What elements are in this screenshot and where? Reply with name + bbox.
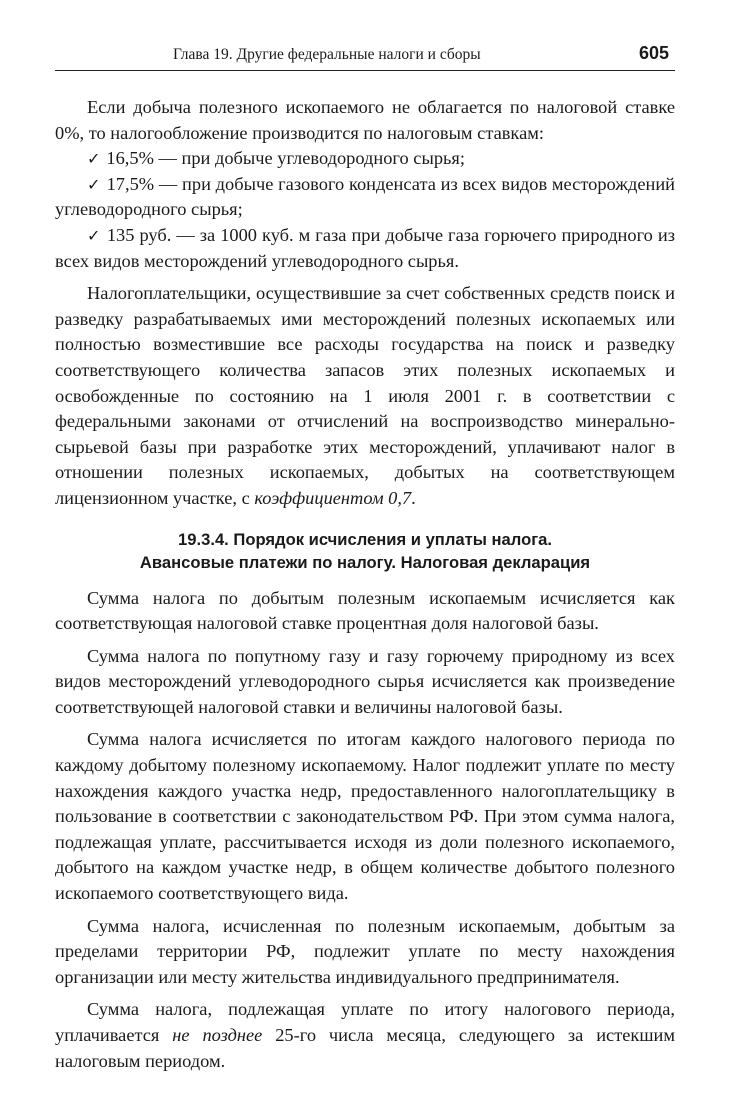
- running-header: [55, 40, 675, 71]
- emphasis-coefficient: коэффициентом 0,7: [254, 487, 412, 508]
- paragraph-tax-period: Сумма налога исчисляется по итогам каждого налогового периода по каждому добытому полезному ископаемому. Налог подлежит уплате по месту нахождения каждого участка недр, предоставленного налогоплательщику в пользование в соответствии с законодательством РФ. При этом сумма налога, подлежащая уплате, рассчитывается исходя из доли полезного ископаемого, добытого на каждом участке недр, в общем количестве добытого полезного ископаемого соответствующего вида.: [55, 729, 675, 904]
- paragraph-coefficient: Налогоплательщики, осуществившие за счет собственных средств поиск и разведку разрабатываемых ими месторождений полезных ископаемых или полностью возместившие все расходы государства на поиск и разведку соответствующего количества запасов этих полезных ископаемых и освобожденные по состоянию на 1 июля 2001 г. в соответствии с федеральными законами от отчислений на воспроизводство минерально-сырьевой базы при разработке этих месторождений, уплачивают налог в отношении полезных ископаемых, добытых на соответствующем лицензионном участке, с коэффициентом 0,7.: [55, 283, 675, 508]
- paragraph-foreign-territory: Сумма налога, исчисленная по полезным ископаемым, добытым за пределами территории РФ, подлежит уплате по месту нахождения организации или месту жительства индивидуального предпринимателя.: [55, 915, 675, 987]
- chapter-title: Глава 19. Другие федеральные налоги и сборы: [173, 46, 481, 63]
- list-item-rate-135: ✓ 135 руб. — за 1000 куб. м газа при добыче газа горючего природного из всех видов месторождений углеводородного сырья.: [55, 223, 675, 274]
- list-item-rate-17-5: ✓ 17,5% — при добыче газового конденсата из всех видов месторождений углеводородного сырья;: [55, 172, 675, 223]
- paragraph-tax-calc: Сумма налога по добытым полезным ископаемым исчисляется как соответствующая налоговой ставке процентная доля налоговой базы.: [55, 587, 675, 634]
- paragraph-gas-tax: Сумма налога по попутному газу и газу горючему природному из всех видов месторождений углеводородного сырья исчисляется как произведение соответствующей налоговой ставки и величины налоговой базы.: [55, 645, 675, 717]
- page-number: 605: [638, 43, 669, 63]
- body-text: [55, 95, 675, 1074]
- list-item-rate-16-5: ✓ 16,5% — при добыче углеводородного сырья;: [55, 146, 675, 172]
- emphasis-deadline: не позднее: [172, 1025, 263, 1045]
- paragraph-payment-deadline: Сумма налога, подлежащая уплате по итогу налогового периода, уплачивается не позднее 25-го числа месяца, следующего за истекшим налоговым периодом.: [55, 999, 675, 1071]
- book-page: [55, 40, 675, 1081]
- section-heading-line-1: 19.3.4. Порядок исчисления и уплаты налога.: [178, 529, 552, 549]
- section-heading-line-2: Авансовые платежи по налогу. Налоговая декларация: [139, 552, 591, 572]
- paragraph-tax-rates-intro: Если добыча полезного ископаемого не облагается по налоговой ставке 0%, то налогообложение производится по налоговым ставкам:: [55, 97, 675, 143]
- section-heading: [55, 528, 675, 574]
